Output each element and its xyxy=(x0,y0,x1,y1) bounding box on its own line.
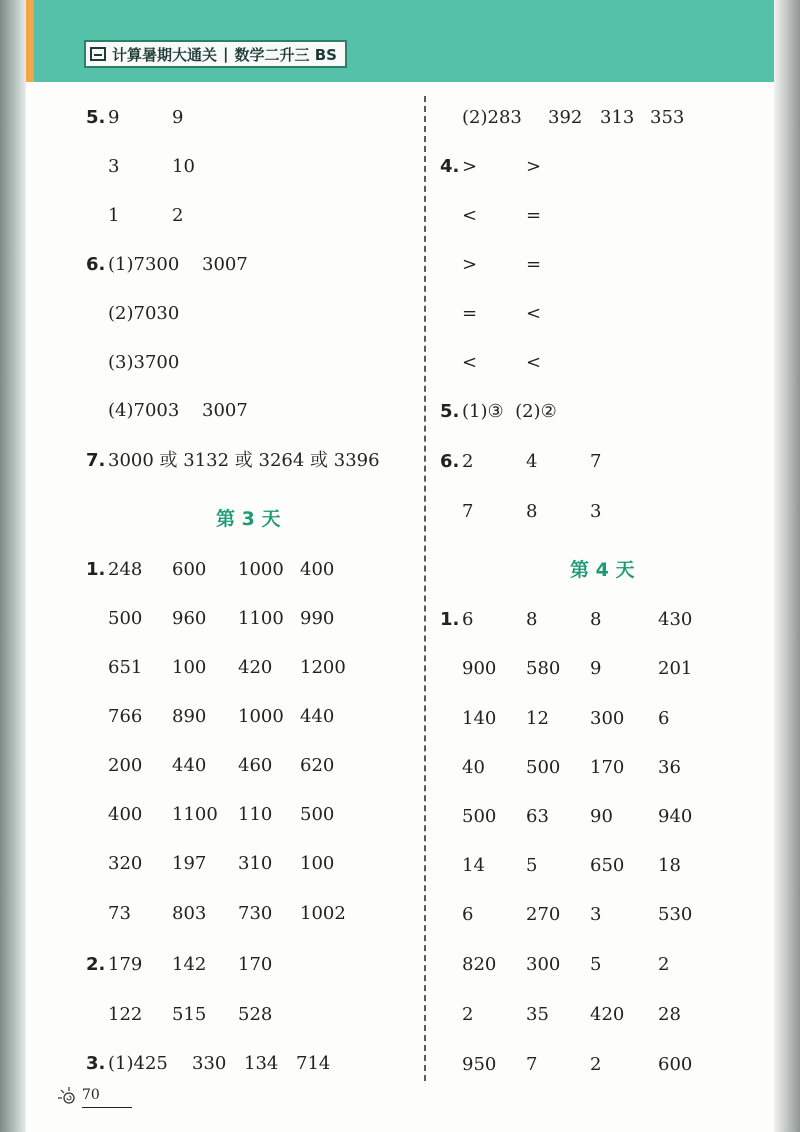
answer-cell: 8 xyxy=(526,609,538,630)
answer-cell: 313 xyxy=(600,107,635,128)
answer-cell: 300 xyxy=(526,954,561,975)
answer-cell: (4)7003 xyxy=(108,400,180,421)
answer-cell: 528 xyxy=(238,1004,273,1025)
answer-cell: (2)7030 xyxy=(108,303,180,324)
answer-cell: 1000 xyxy=(238,706,284,727)
answer-cell: = xyxy=(526,205,542,226)
answer-cell: 460 xyxy=(238,755,273,776)
answer-cell: 7 xyxy=(526,1054,538,1075)
book-subtitle: 数学二升三 BS xyxy=(234,45,337,64)
answer-cell: 300 xyxy=(590,708,625,729)
book-title: 计算暑期大通关 xyxy=(112,45,218,64)
answer-cell: (1)425 xyxy=(108,1053,168,1074)
question-number: 5. xyxy=(440,401,460,422)
answer-cell: 890 xyxy=(172,706,207,727)
day-3-heading: 第 3 天 xyxy=(216,508,281,530)
answer-cell: 100 xyxy=(300,853,335,874)
answer-cell: 170 xyxy=(590,757,625,778)
answer-cell: 803 xyxy=(172,903,207,924)
answer-cell: 600 xyxy=(172,559,207,580)
question-number: 3. xyxy=(86,1053,106,1074)
answer-cell: 270 xyxy=(526,904,561,925)
answer-cell: 248 xyxy=(108,559,143,580)
answer-cell: < xyxy=(462,352,478,373)
answer-cell: 400 xyxy=(108,804,143,825)
question-number: 6. xyxy=(86,254,106,275)
answer-cell: 170 xyxy=(238,954,273,975)
column-divider xyxy=(424,96,426,1081)
scan-left-edge xyxy=(0,0,26,1132)
answer-cell: 1 xyxy=(108,205,120,226)
answer-cell: 3 xyxy=(108,156,120,177)
answer-cell: 110 xyxy=(238,804,273,825)
answer-cell: 63 xyxy=(526,806,549,827)
answer-cell: 201 xyxy=(658,658,693,679)
answer-cell: 900 xyxy=(462,658,497,679)
question-number: 4. xyxy=(440,156,460,177)
answer-cell: < xyxy=(526,303,542,324)
answer-cell: 100 xyxy=(172,657,207,678)
answer-cell: 600 xyxy=(658,1054,693,1075)
answer-cell: 2 xyxy=(658,954,670,975)
answer-cell: 197 xyxy=(172,853,207,874)
answer-cell: 3007 xyxy=(202,400,248,421)
answer-cell: 3 xyxy=(590,501,602,522)
header-banner xyxy=(26,0,774,82)
answer-cell: > xyxy=(462,156,478,177)
answer-cell: 651 xyxy=(108,657,143,678)
answer-cell: 9 xyxy=(172,107,184,128)
sun-icon xyxy=(56,1085,78,1107)
answer-cell: 320 xyxy=(108,853,143,874)
answer-cell: 353 xyxy=(650,107,685,128)
answer-cell: 40 xyxy=(462,757,485,778)
answer-cell: > xyxy=(462,254,478,275)
answer-cell: 3 xyxy=(590,904,602,925)
answer-cell: 940 xyxy=(658,806,693,827)
answer-cell: 3007 xyxy=(202,254,248,275)
answer-cell: 730 xyxy=(238,903,273,924)
answer-cell: 7 xyxy=(462,501,474,522)
answer-cell: 1000 xyxy=(238,559,284,580)
answer-cell: (1)③ (2)② xyxy=(462,401,557,422)
answer-cell: 3000 或 3132 或 3264 或 3396 xyxy=(108,450,380,471)
answer-cell: 6 xyxy=(658,708,670,729)
scan-right-edge xyxy=(774,0,800,1132)
answer-cell: 620 xyxy=(300,755,335,776)
answer-cell: 1100 xyxy=(172,804,218,825)
answer-cell: 650 xyxy=(590,855,625,876)
answer-cell: 9 xyxy=(108,107,120,128)
question-number: 6. xyxy=(440,451,460,472)
answer-cell: 90 xyxy=(590,806,613,827)
question-number: 2. xyxy=(86,954,106,975)
answer-cell: 122 xyxy=(108,1004,143,1025)
answer-cell: 440 xyxy=(172,755,207,776)
answer-cell: < xyxy=(526,352,542,373)
answer-cell: 179 xyxy=(108,954,143,975)
answer-cell: 134 xyxy=(244,1053,279,1074)
answer-cell: 2 xyxy=(172,205,184,226)
answer-cell: 1002 xyxy=(300,903,346,924)
answer-cell: 310 xyxy=(238,853,273,874)
question-number: 1. xyxy=(440,609,460,630)
day-4-heading: 第 4 天 xyxy=(570,559,635,581)
answer-cell: 580 xyxy=(526,658,561,679)
answer-cell: 10 xyxy=(172,156,195,177)
answer-cell: 766 xyxy=(108,706,143,727)
page-number-underline xyxy=(82,1107,132,1108)
answer-cell: 714 xyxy=(296,1053,331,1074)
answer-cell: 820 xyxy=(462,954,497,975)
answer-cell: 14 xyxy=(462,855,485,876)
answer-cell: 1200 xyxy=(300,657,346,678)
answer-cell: 420 xyxy=(238,657,273,678)
answer-cell: 500 xyxy=(526,757,561,778)
answer-cell: 4 xyxy=(526,451,538,472)
answer-cell: 515 xyxy=(172,1004,207,1025)
answer-cell: 2 xyxy=(462,451,474,472)
answer-cell: 1100 xyxy=(238,608,284,629)
answer-cell: 5 xyxy=(526,855,538,876)
answer-cell: 2 xyxy=(590,1054,602,1075)
answer-cell: 400 xyxy=(300,559,335,580)
answer-cell: 73 xyxy=(108,903,131,924)
answer-cell: 6 xyxy=(462,904,474,925)
answer-cell: = xyxy=(526,254,542,275)
title-separator: | xyxy=(223,45,229,63)
header-title-box xyxy=(84,40,347,68)
page-number xyxy=(82,1087,100,1103)
answer-cell: 18 xyxy=(658,855,681,876)
answer-cell: 200 xyxy=(108,755,143,776)
answer-cell: 8 xyxy=(590,609,602,630)
answer-cell: 12 xyxy=(526,708,549,729)
answer-cell: 960 xyxy=(172,608,207,629)
answer-cell: 990 xyxy=(300,608,335,629)
answer-cell: 420 xyxy=(590,1004,625,1025)
answer-cell: > xyxy=(526,156,542,177)
answer-cell: 440 xyxy=(300,706,335,727)
answer-cell: 6 xyxy=(462,609,474,630)
answer-cell: = xyxy=(462,303,478,324)
answer-cell: 5 xyxy=(590,954,602,975)
answer-cell: 500 xyxy=(462,806,497,827)
answer-cell: (1)7300 xyxy=(108,254,180,275)
book-icon xyxy=(90,47,106,61)
answer-cell: 142 xyxy=(172,954,207,975)
answer-cell: 35 xyxy=(526,1004,549,1025)
answer-cell: 530 xyxy=(658,904,693,925)
question-number: 5. xyxy=(86,107,106,128)
answer-cell: 392 xyxy=(548,107,583,128)
question-number: 1. xyxy=(86,559,106,580)
answer-cell: 500 xyxy=(108,608,143,629)
answer-cell: 7 xyxy=(590,451,602,472)
banner-accent-strip xyxy=(26,0,34,82)
answer-cell: 330 xyxy=(192,1053,227,1074)
answer-cell: 500 xyxy=(300,804,335,825)
answer-cell: 28 xyxy=(658,1004,681,1025)
answer-cell: 950 xyxy=(462,1054,497,1075)
answer-cell: (3)3700 xyxy=(108,352,180,373)
answer-cell: 8 xyxy=(526,501,538,522)
answer-cell: 140 xyxy=(462,708,497,729)
answer-cell: < xyxy=(462,205,478,226)
answer-cell: 2 xyxy=(462,1004,474,1025)
answer-cell: (2)283 xyxy=(462,107,522,128)
question-number: 7. xyxy=(86,450,106,471)
answer-cell: 9 xyxy=(590,658,602,679)
answer-cell: 36 xyxy=(658,757,681,778)
page-number-text: 70 xyxy=(82,1087,100,1103)
answer-cell: 430 xyxy=(658,609,693,630)
